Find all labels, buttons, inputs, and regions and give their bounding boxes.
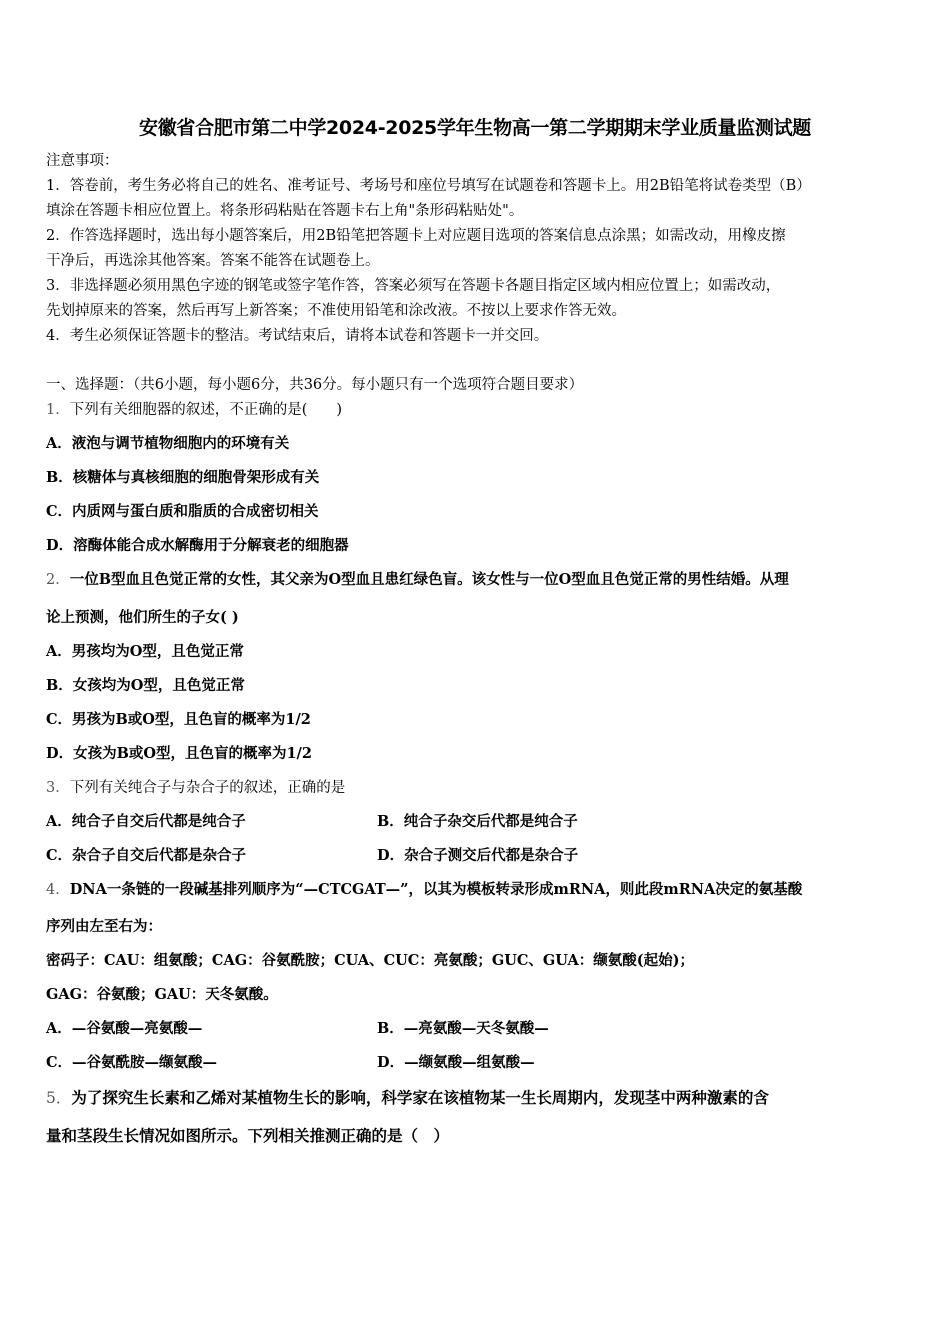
question-stem: 下列有关细胞器的叙述，不正确的是( ) bbox=[69, 402, 343, 418]
question-stem-continued: 量和茎段生长情况如图所示。下列相关推测正确的是（ ） bbox=[46, 1126, 450, 1145]
question-5 bbox=[46, 1088, 769, 1108]
question-stem: DNA一条链的一段碱基排列顺序为“—CTCGAT—”，以其为模板转录形成mRNA，则此段mRNA决定的氨基酸 bbox=[69, 881, 803, 898]
section-heading: 一、选择题：（共6小题，每小题6分，共36分。每小题只有一个选项符合题目要求） bbox=[46, 377, 584, 393]
question-4 bbox=[46, 880, 802, 900]
question-stem: 下列有关纯合子与杂合子的叙述，正确的是 bbox=[69, 780, 346, 796]
option-b: B．—亮氨酸—天冬氨酸— bbox=[377, 1020, 549, 1037]
note-line: 2．作答选择题时，选出每小题答案后，用2B铅笔把答题卡上对应题目选项的答案信息点涂黑；如需改动，用橡皮擦 bbox=[46, 228, 786, 244]
note-line: 干净后，再选涂其他答案。答案不能答在试题卷上。 bbox=[46, 253, 380, 269]
option-a: A．液泡与调节植物细胞内的环境有关 bbox=[46, 435, 290, 452]
option-a: A．男孩均为O型，且色觉正常 bbox=[46, 643, 244, 660]
page-title: 安徽省合肥市第二中学2024-2025学年生物高一第二学期期末学业质量监测试题 bbox=[139, 117, 811, 139]
codon-table-line: GAG：谷氨酸；GAU：天冬氨酸。 bbox=[46, 986, 278, 1003]
option-d: D．溶酶体能合成水解酶用于分解衰老的细胞器 bbox=[46, 537, 349, 554]
option-d: D．杂合子测交后代都是杂合子 bbox=[377, 847, 579, 864]
question-2 bbox=[46, 570, 789, 590]
question-stem: 为了探究生长素和乙烯对某植物生长的影响，科学家在该植物某一生长周期内，发现茎中两种激素的含 bbox=[71, 1088, 769, 1107]
note-line: 先划掉原来的答案，然后再写上新答案；不准使用铅笔和涂改液。不按以上要求作答无效。 bbox=[46, 303, 626, 319]
option-c: C．—谷氨酰胺—缬氨酸— bbox=[46, 1054, 218, 1071]
option-b: B．女孩均为O型，且色觉正常 bbox=[46, 677, 245, 694]
option-a: A．纯合子自交后代都是纯合子 bbox=[46, 813, 246, 830]
question-1 bbox=[46, 400, 342, 420]
question-stem-continued: 论上预测，他们所生的子女( ) bbox=[46, 609, 239, 626]
note-line: 4．考生必须保证答题卡的整洁。考试结束后，请将本试卷和答题卡一并交回。 bbox=[46, 328, 549, 344]
option-d: D．—缬氨酸—组氨酸— bbox=[377, 1054, 535, 1071]
question-stem-continued: 序列由左至右为： bbox=[46, 918, 162, 935]
option-a: A．—谷氨酸—亮氨酸— bbox=[46, 1020, 203, 1037]
option-c: C．内质网与蛋白质和脂质的合成密切相关 bbox=[46, 503, 319, 520]
question-3 bbox=[46, 778, 345, 798]
note-line: 填涂在答题卡相应位置上。将条形码粘贴在答题卡右上角"条形码粘贴处"。 bbox=[46, 203, 524, 219]
option-b: B．核糖体与真核细胞的细胞骨架形成有关 bbox=[46, 469, 320, 486]
question-number: 5． bbox=[46, 1089, 72, 1107]
question-number: 3． bbox=[46, 780, 70, 796]
notes-header: 注意事项： bbox=[46, 153, 119, 169]
question-number: 2． bbox=[46, 572, 70, 588]
option-c: C．男孩为B或O型，且色盲的概率为1/2 bbox=[46, 711, 311, 728]
option-c: C．杂合子自交后代都是杂合子 bbox=[46, 847, 247, 864]
note-line: 1．答卷前，考生务必将自己的姓名、准考证号、考场号和座位号填写在试题卷和答题卡上。用2B铅笔将试卷类型（B） bbox=[46, 178, 811, 194]
codon-table-line: 密码子：CAU：组氨酸；CAG：谷氨酰胺；CUA、CUC：亮氨酸；GUC、GUA：缬氨酸(起始)； bbox=[46, 952, 694, 969]
question-number: 4． bbox=[46, 882, 70, 898]
question-number: 1． bbox=[46, 402, 70, 418]
note-line: 3．非选择题必须用黑色字迹的钢笔或签字笔作答，答案必须写在答题卡各题目指定区域内相应位置上；如需改动， bbox=[46, 278, 781, 294]
question-stem: 一位B型血且色觉正常的女性，其父亲为O型血且患红绿色盲。该女性与一位O型血且色觉正常的男性结婚。从理 bbox=[69, 571, 789, 588]
option-b: B．纯合子杂交后代都是纯合子 bbox=[377, 813, 578, 830]
option-d: D．女孩为B或O型，且色盲的概率为1/2 bbox=[46, 745, 312, 762]
